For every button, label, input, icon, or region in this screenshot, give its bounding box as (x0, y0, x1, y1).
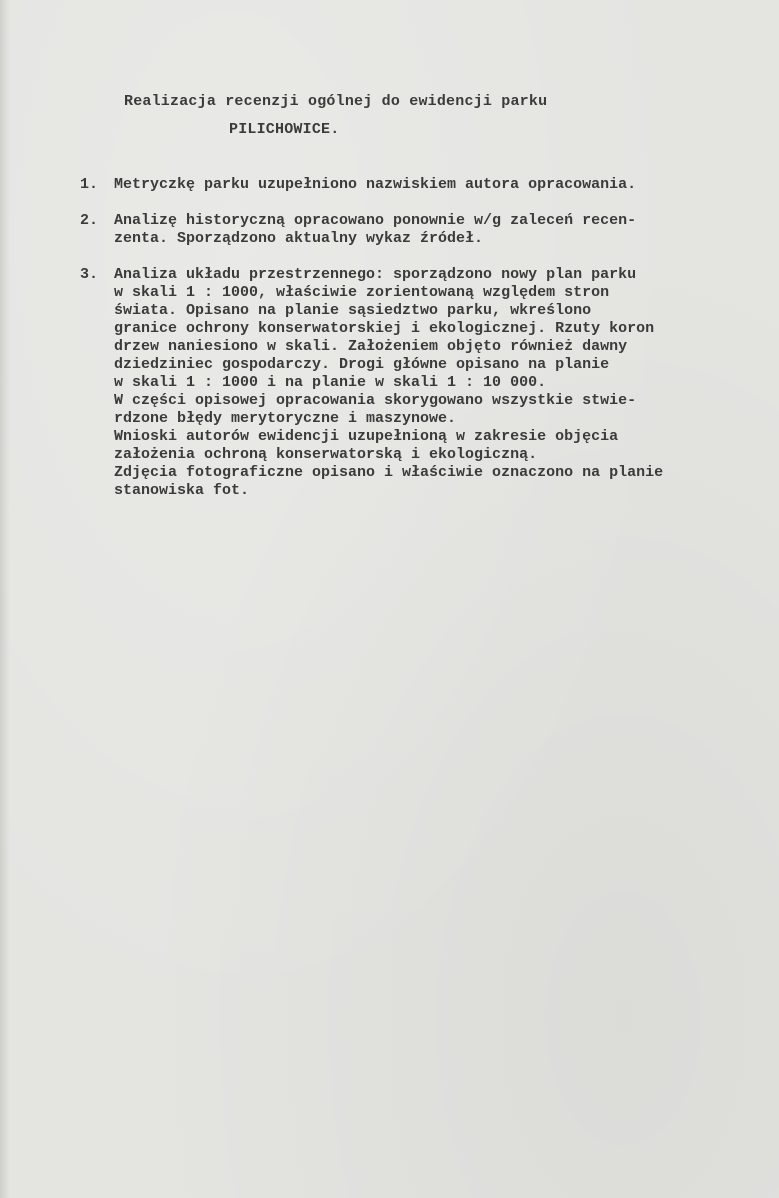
item-line: dziedziniec gospodarczy. Drogi główne opisano na planie (114, 356, 610, 373)
item-body (114, 212, 770, 248)
item-line: w skali 1 : 1000 i na planie w skali 1 : 10 000. (114, 374, 547, 391)
item-line: Zdjęcia fotograficzne opisano i właściwie oznaczono na planie (114, 464, 664, 481)
item-line: Wnioski autorów ewidencji uzupełnioną w zakresie objęcia (114, 428, 619, 445)
document-header (124, 88, 684, 144)
item-number: 2. (80, 212, 99, 229)
numbered-list (80, 176, 770, 518)
list-item-3 (80, 266, 770, 500)
list-item-2 (80, 212, 770, 248)
item-line: drzew naniesiono w skali. Założeniem objęto również dawny (114, 338, 628, 355)
item-line: zenta. Sporządzono aktualny wykaz źródeł. (114, 230, 484, 247)
park-name: PILICHOWICE. (229, 121, 340, 138)
page-edge-shadow (0, 0, 10, 1198)
item-line: świata. Opisano na planie sąsiedztwo parku, wkreślono (114, 302, 592, 319)
item-line: W części opisowej opracowania skorygowano wszystkie stwie- (114, 392, 637, 409)
list-item-1 (80, 176, 770, 194)
item-line: stanowiska fot. (114, 482, 250, 499)
item-body (114, 266, 770, 500)
item-number: 1. (80, 176, 99, 193)
document-title: Realizacja recenzji ogólnej do ewidencji parku (124, 93, 548, 110)
item-line: Metryczkę parku uzupełniono nazwiskiem autora opracowania. (114, 176, 637, 193)
item-line: założenia ochroną konserwatorską i ekologiczną. (114, 446, 538, 463)
item-line: Analizę historyczną opracowano ponownie w/g zaleceń recen- (114, 212, 637, 229)
item-line: w skali 1 : 1000, właściwie zorientowaną względem stron (114, 284, 610, 301)
item-line: Analiza układu przestrzennego: sporządzono nowy plan parku (114, 266, 637, 283)
item-line: granice ochrony konserwatorskiej i ekologicznej. Rzuty koron (114, 320, 655, 337)
item-line: rdzone błędy merytoryczne i maszynowe. (114, 410, 457, 427)
item-body (114, 176, 770, 194)
item-number: 3. (80, 266, 99, 283)
